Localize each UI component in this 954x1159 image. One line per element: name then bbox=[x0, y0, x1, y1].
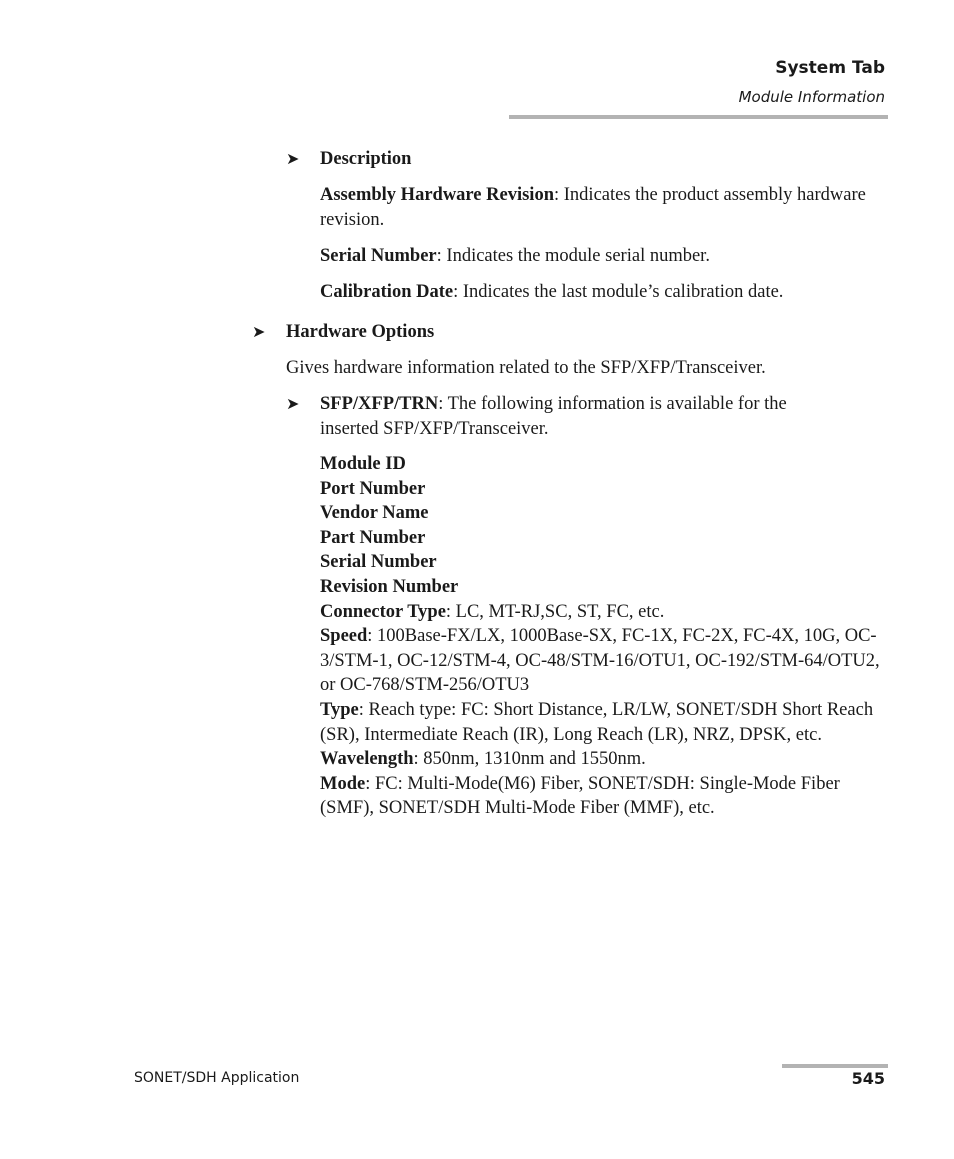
desc-assembly-hardware-revision: Assembly Hardware Revision: Indicates the product assembly hardware revision. bbox=[320, 185, 866, 230]
field-list bbox=[320, 452, 880, 821]
field-wavelength: Wavelength: 850nm, 1310nm and 1550nm. bbox=[320, 749, 646, 770]
hardware-options-intro: Gives hardware information related to the SFP/XFP/Transceiver. bbox=[286, 358, 766, 378]
field-part-number: Part Number bbox=[320, 527, 426, 548]
footer-rule bbox=[782, 1064, 888, 1068]
bullet-arrow-icon: ➤ bbox=[286, 396, 300, 413]
page-number: 545 bbox=[851, 1069, 885, 1088]
header-rule bbox=[509, 115, 888, 119]
running-header-subtitle: Module Information bbox=[738, 88, 885, 106]
footer-document-title: SONET/SDH Application bbox=[134, 1070, 300, 1086]
bullet-arrow-icon: ➤ bbox=[286, 151, 300, 168]
field-speed: Speed: 100Base-FX/LX, 1000Base-SX, FC-1X, FC-2X, FC-4X, 10G, OC-3/STM-1, OC-12/STM-4, OC-48/STM-16/OTU1, OC-192/STM-64/OTU2, or OC-768/STM-256/OTU3 bbox=[320, 626, 880, 696]
bullet-arrow-icon: ➤ bbox=[252, 324, 266, 341]
field-port-number: Port Number bbox=[320, 478, 426, 499]
field-vendor-name: Vendor Name bbox=[320, 503, 429, 524]
description-heading: Description bbox=[320, 149, 412, 169]
running-header-title: System Tab bbox=[775, 58, 885, 78]
field-module-id: Module ID bbox=[320, 454, 406, 474]
desc-serial-number: Serial Number: Indicates the module serial number. bbox=[320, 246, 710, 266]
field-mode: Mode: FC: Multi-Mode(M6) Fiber, SONET/SDH: Single-Mode Fiber (SMF), SONET/SDH Multi-Mode Fiber (MMF), etc. bbox=[320, 773, 840, 819]
desc-calibration-date: Calibration Date: Indicates the last module’s calibration date. bbox=[320, 282, 784, 302]
sfp-xfp-trn-item: SFP/XFP/TRN: The following information is available for the inserted SFP/XFP/Transceiver. bbox=[320, 394, 787, 439]
field-type: Type: Reach type: FC: Short Distance, LR/LW, SONET/SDH Short Reach (SR), Intermediate Reach (IR), Long Reach (LR), NRZ, DPSK, etc. bbox=[320, 699, 874, 745]
field-revision-number: Revision Number bbox=[320, 576, 459, 597]
field-serial-number: Serial Number bbox=[320, 552, 437, 573]
hardware-options-heading: Hardware Options bbox=[286, 322, 435, 342]
field-connector-type: Connector Type: LC, MT-RJ,SC, ST, FC, etc. bbox=[320, 601, 665, 622]
